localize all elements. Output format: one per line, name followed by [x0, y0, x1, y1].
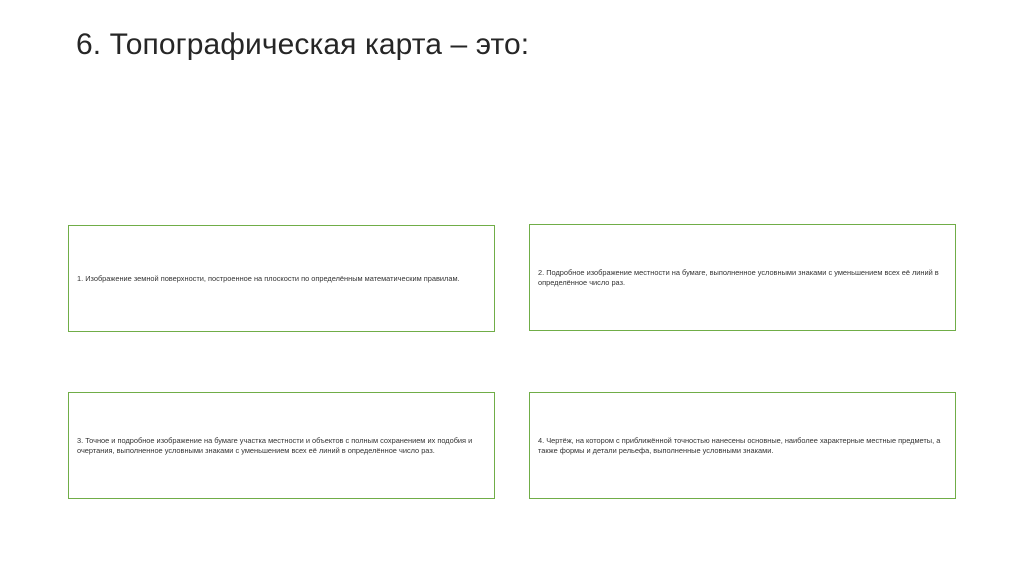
answer-option-2[interactable]: [529, 224, 956, 331]
answer-option-3[interactable]: [68, 392, 495, 499]
answer-option-4[interactable]: [529, 392, 956, 499]
slide-title: 6. Топографическая карта – это:: [76, 28, 530, 61]
answer-option-3-text: 3. Точное и подробное изображение на бумаге участка местности и объектов с полным сохранением их подобия и очертания, выполненное условными знаками с уменьшением всех её линий в определённое число раз.: [77, 435, 473, 455]
answer-option-4-text: 4. Чертёж, на котором с приближённой точностью нанесены основные, наиболее характерные местные предметы, а также формы и детали рельефа, выполненные условными знаками.: [538, 435, 941, 455]
answer-option-2-text: 2. Подробное изображение местности на бумаге, выполненное условными знаками с уменьшением всех её линий в определённое число раз.: [538, 267, 939, 287]
answer-option-1[interactable]: [68, 225, 495, 332]
answer-option-1-text: 1. Изображение земной поверхности, построенное на плоскости по определённым математическим правилам.: [77, 273, 460, 283]
